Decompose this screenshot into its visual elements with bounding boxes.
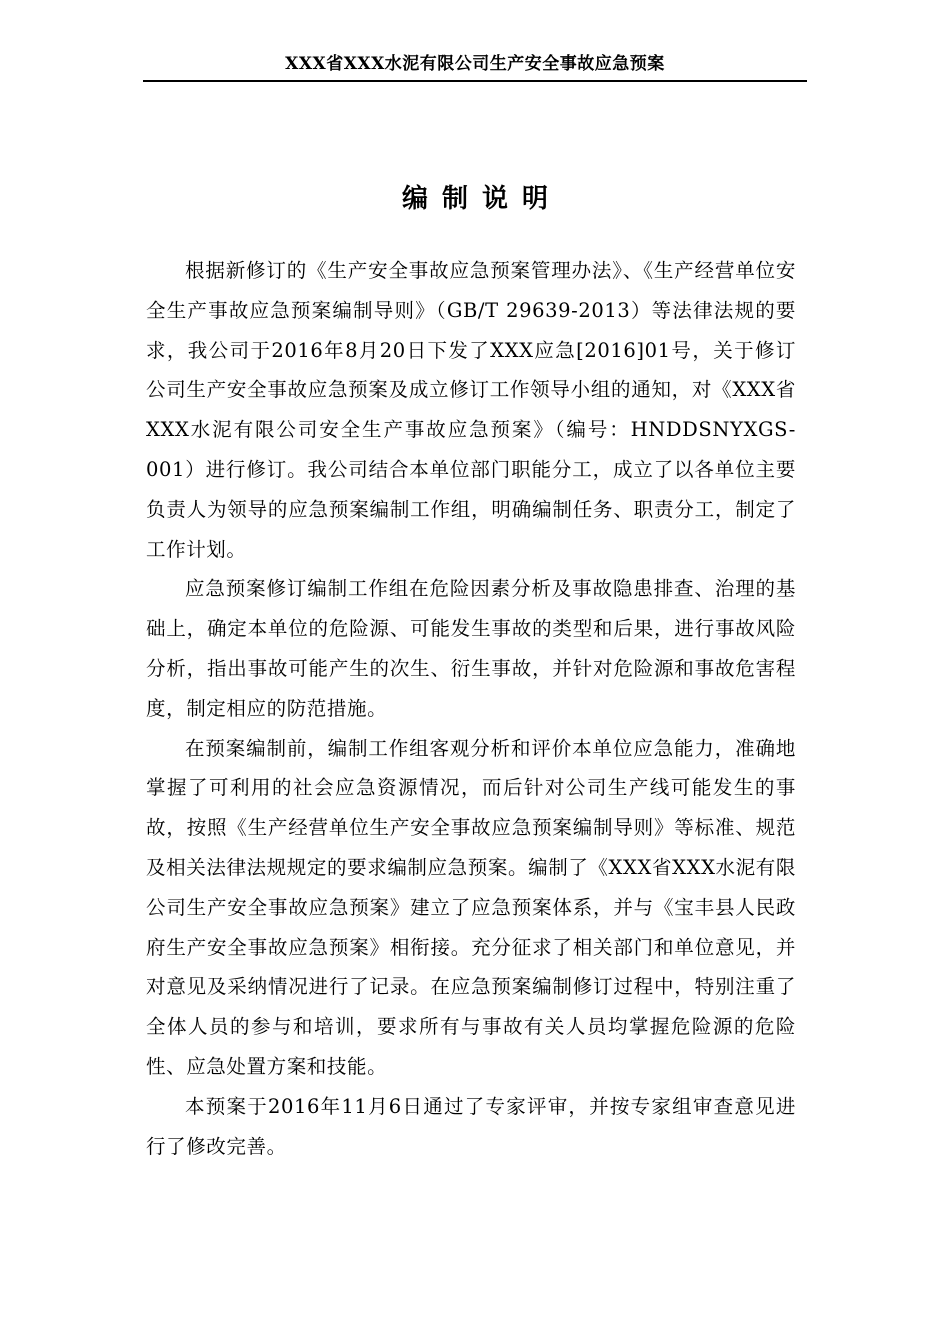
header-divider bbox=[143, 80, 807, 82]
body-paragraph: 根据新修订的《生产安全事故应急预案管理办法》、《生产经营单位安全生产事故应急预案编制导则》（GB/T 29639-2013）等法律法规的要求，我公司于2016年8月20日下发了XXX应急[2016]01号，关于修订公司生产安全事故应急预案及成立修订工作领导小组的通知，对《XXX省XXX水泥有限公司安全生产事故应急预案》（编号：HNDDSNYXGS-001）进行修订。我公司结合本单位部门职能分工，成立了以各单位主要负责人为领导的应急预案编制工作组，明确编制任务、职责分工，制定了工作计划。 bbox=[146, 259, 796, 561]
body-paragraph: 在预案编制前，编制工作组客观分析和评价本单位应急能力，准确地掌握了可利用的社会应急资源情况，而后针对公司生产线可能发生的事故，按照《生产经营单位生产安全事故应急预案编制导则》等标准、规范及相关法律法规规定的要求编制应急预案。编制了《XXX省XXX水泥有限公司生产安全事故应急预案》建立了应急预案体系，并与《宝丰县人民政府生产安全事故应急预案》相衔接。充分征求了相关部门和单位意见，并对意见及采纳情况进行了记录。在应急预案编制修订过程中，特别注重了全体人员的参与和培训，要求所有与事故有关人员均掌握危险源的危险性、应急处置方案和技能。 bbox=[146, 736, 796, 1078]
page-header bbox=[143, 50, 807, 82]
body-paragraph: 应急预案修订编制工作组在危险因素分析及事故隐患排查、治理的基础上，确定本单位的危险源、可能发生事故的类型和后果，进行事故风险分析，指出事故可能产生的次生、衍生事故，并针对危险源和事故危害程度，制定相应的防范措施。 bbox=[146, 577, 796, 720]
header-title: XXX省XXX水泥有限公司生产安全事故应急预案 bbox=[285, 54, 665, 74]
document-title: 编制说明 bbox=[401, 184, 562, 214]
document-body bbox=[146, 251, 796, 1166]
body-paragraph: 本预案于2016年11月6日通过了专家评审，并按专家组审查意见进行了修改完善。 bbox=[146, 1094, 796, 1158]
